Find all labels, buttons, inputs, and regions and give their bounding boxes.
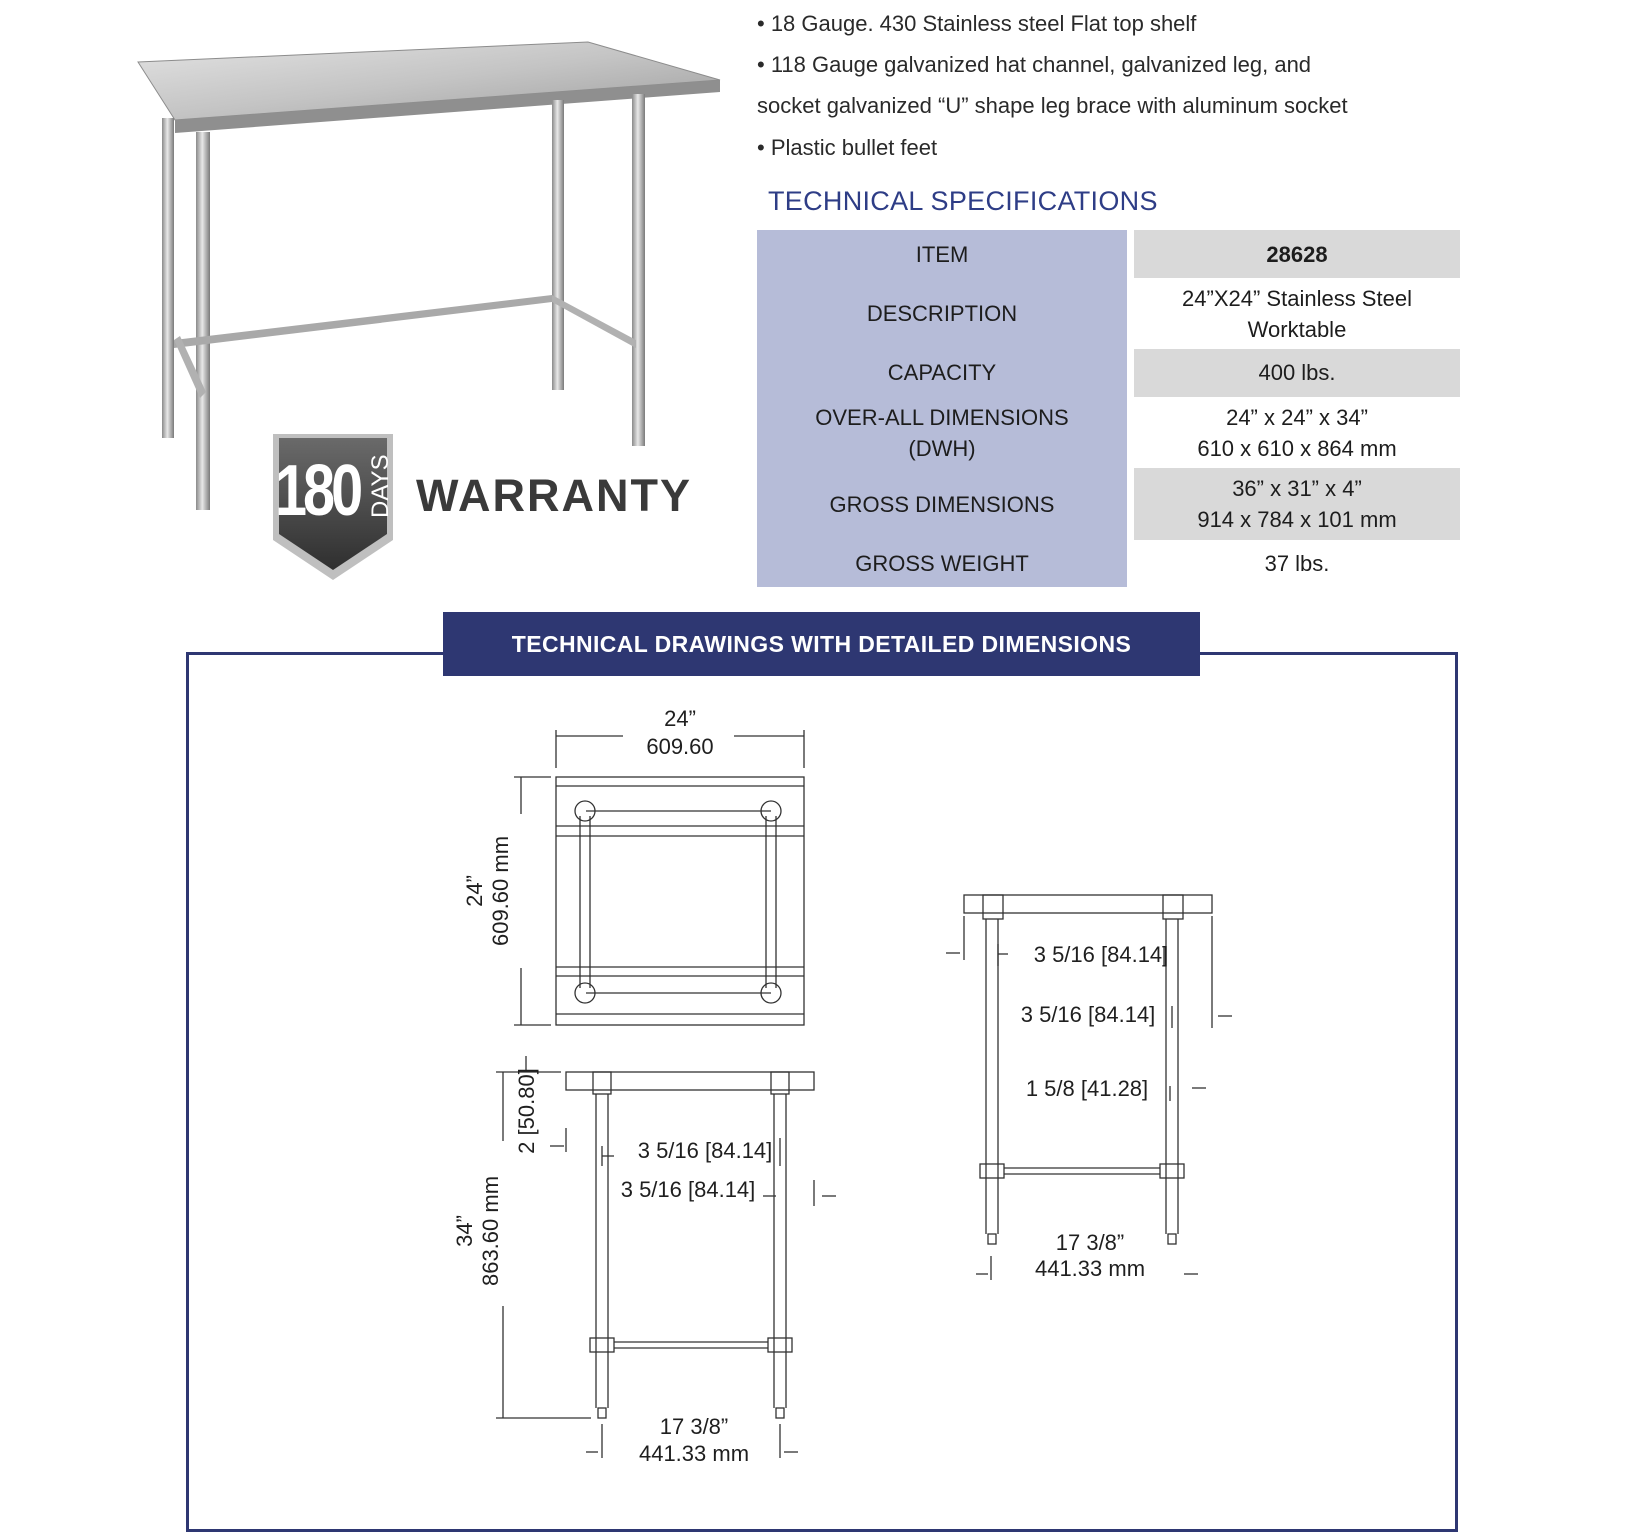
- warranty-badge: [263, 428, 403, 588]
- spec-value-overall-1: 24” x 24” x 34”: [1226, 405, 1368, 430]
- feature-line-3: socket galvanized “U” shape leg brace with aluminum socket: [757, 93, 1348, 118]
- spec-label-description: DESCRIPTION: [866, 301, 1018, 326]
- warranty-unit: DAYS: [367, 454, 394, 518]
- front-base-mm: 441.33 mm: [638, 1441, 750, 1466]
- spec-label-gross-weight: GROSS WEIGHT: [855, 551, 1029, 576]
- feature-line-1: • 18 Gauge. 430 Stainless steel Flat top shelf: [757, 11, 1197, 36]
- spec-title: TECHNICAL SPECIFICATIONS: [768, 186, 1158, 216]
- spec-label-gross-dimensions: GROSS DIMENSIONS: [829, 492, 1055, 517]
- top-width-mm: 609.60: [646, 734, 714, 759]
- product-image: [130, 40, 730, 510]
- front-shelf-offset: 2 [50.80]: [514, 1068, 539, 1154]
- feature-line-2: • 118 Gauge galvanized hat channel, galvanized leg, and: [757, 52, 1312, 77]
- spec-value-gross-weight: 37 lbs.: [1264, 551, 1330, 576]
- warranty-label: WARRANTY: [416, 470, 692, 521]
- top-depth-mm: 609.60 mm: [488, 835, 513, 947]
- technical-drawings: [186, 676, 1458, 1526]
- drawings-title: TECHNICAL DRAWINGS WITH DETAILED DIMENSIONS: [443, 612, 1200, 676]
- top-depth-in: 24”: [462, 875, 487, 907]
- spec-label-overall-1: OVER-ALL DIMENSIONS: [815, 405, 1069, 430]
- spec-label-overall-2: (DWH): [908, 436, 976, 461]
- front-base-in: 17 3/8”: [659, 1414, 729, 1439]
- feature-line-4: • Plastic bullet feet: [757, 135, 938, 160]
- front-dim-a: 3 5/16 [84.14]: [637, 1138, 773, 1163]
- front-dim-b: 3 5/16 [84.14]: [620, 1177, 756, 1202]
- side-dim-a: 3 5/16 [84.14]: [1033, 942, 1169, 967]
- side-base-in: 17 3/8”: [1055, 1230, 1125, 1255]
- spec-label-item: ITEM: [915, 242, 969, 267]
- top-view-drawing: [514, 730, 804, 1025]
- front-view-drawing: [496, 1056, 836, 1458]
- spec-value-item: 28628: [1266, 242, 1328, 267]
- top-width-in: 24”: [664, 706, 696, 731]
- front-height-mm: 863.60 mm: [478, 1175, 503, 1287]
- spec-label-capacity: CAPACITY: [887, 360, 997, 385]
- front-height-in: 34”: [452, 1215, 477, 1247]
- spec-value-description-2: Worktable: [1247, 317, 1347, 342]
- side-dim-c: 1 5/8 [41.28]: [1025, 1076, 1149, 1101]
- spec-value-description-1: 24”X24” Stainless Steel: [1182, 286, 1412, 311]
- spec-value-overall-2: 610 x 610 x 864 mm: [1197, 436, 1397, 461]
- side-base-mm: 441.33 mm: [1034, 1256, 1146, 1281]
- spec-value-gross-dimensions-2: 914 x 784 x 101 mm: [1197, 507, 1397, 532]
- spec-value-capacity: 400 lbs.: [1258, 360, 1336, 385]
- warranty-number: 180: [275, 451, 360, 531]
- side-dim-b: 3 5/16 [84.14]: [1020, 1002, 1156, 1027]
- spec-value-gross-dimensions-1: 36” x 31” x 4”: [1232, 476, 1362, 501]
